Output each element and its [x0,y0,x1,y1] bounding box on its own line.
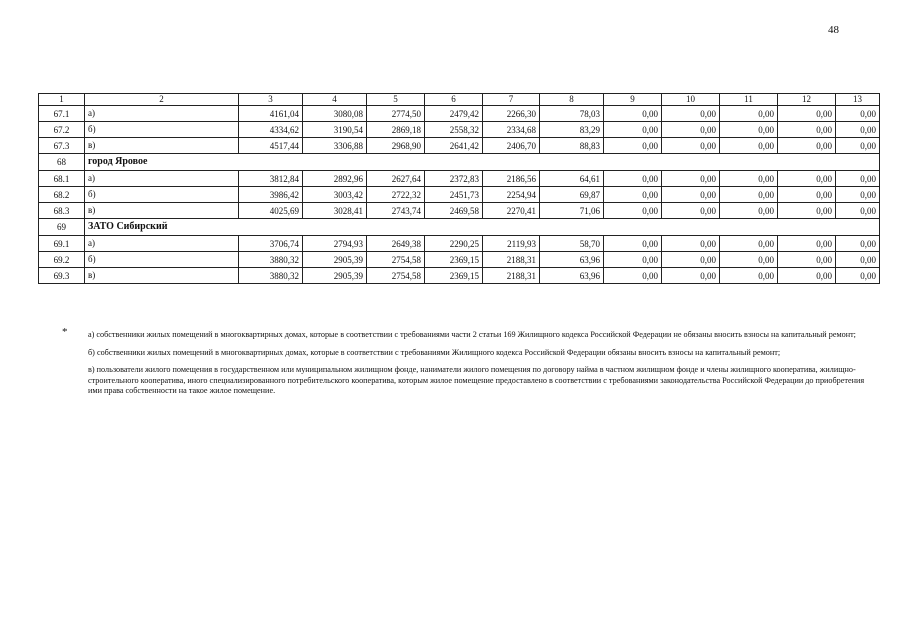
row-value: 0,00 [662,106,720,122]
section-name: ЗАТО Сибирский [85,219,880,236]
row-value: 0,00 [604,122,662,138]
row-value: 0,00 [604,203,662,219]
row-value: 3306,88 [303,138,367,154]
row-value: 2372,83 [425,171,483,187]
row-value: 0,00 [720,236,778,252]
row-value: 2892,96 [303,171,367,187]
row-value: 0,00 [778,106,836,122]
column-header: 9 [604,94,662,106]
page-number: 48 [828,24,839,36]
row-value: 2641,42 [425,138,483,154]
row-value: 0,00 [662,252,720,268]
row-value: 0,00 [778,252,836,268]
row-value: 2627,64 [367,171,425,187]
row-value: 63,96 [540,252,604,268]
column-header: 5 [367,94,425,106]
row-value: 2869,18 [367,122,425,138]
row-value: 2743,74 [367,203,425,219]
row-value: 2968,90 [367,138,425,154]
row-value: 0,00 [720,106,778,122]
column-header: 11 [720,94,778,106]
row-value: 0,00 [836,122,880,138]
row-code: 67.2 [39,122,85,138]
column-header: 3 [239,94,303,106]
row-value: 0,00 [604,236,662,252]
column-header: 12 [778,94,836,106]
row-value: 0,00 [778,171,836,187]
row-value: 0,00 [720,171,778,187]
table-header-row [39,94,880,106]
row-category: в) [85,203,239,219]
row-code: 69.2 [39,252,85,268]
row-value: 0,00 [662,171,720,187]
row-value: 2188,31 [483,268,540,284]
row-value: 2649,38 [367,236,425,252]
table-body [39,106,880,284]
row-value: 3706,74 [239,236,303,252]
row-value: 0,00 [604,171,662,187]
row-value: 0,00 [604,106,662,122]
row-value: 0,00 [778,236,836,252]
row-value: 3190,54 [303,122,367,138]
row-value: 0,00 [778,268,836,284]
row-code: 68.1 [39,171,85,187]
row-value: 2266,30 [483,106,540,122]
row-value: 2334,68 [483,122,540,138]
row-value: 2186,56 [483,171,540,187]
column-header: 7 [483,94,540,106]
row-value: 2254,94 [483,187,540,203]
row-category: в) [85,268,239,284]
row-value: 2270,41 [483,203,540,219]
section-code: 69 [39,219,85,236]
table-row [39,138,880,154]
row-value: 4517,44 [239,138,303,154]
row-value: 2188,31 [483,252,540,268]
column-header: 10 [662,94,720,106]
table-row [39,236,880,252]
row-value: 2905,39 [303,252,367,268]
row-value: 78,03 [540,106,604,122]
row-value: 0,00 [836,252,880,268]
row-value: 0,00 [836,268,880,284]
row-value: 2722,32 [367,187,425,203]
row-value: 0,00 [836,187,880,203]
row-value: 0,00 [778,122,836,138]
row-value: 0,00 [720,138,778,154]
row-value: 0,00 [778,203,836,219]
row-code: 67.1 [39,106,85,122]
row-code: 69.1 [39,236,85,252]
row-value: 0,00 [836,138,880,154]
table-row [39,122,880,138]
row-category: б) [85,122,239,138]
footnote-item-c: в) пользователи жилого помещения в государственном или муниципальном жилищном фонде, наниматели жилого помещения по договору найма в частном жилищном фонде и члены жилищного кооператива, жилищно-строительного кооператива, иного специализированного потребительского кооператива, которым жилое помещение предоставлено в соответствии с требованиями законодательства Российской Федерации до приобретения ими права собственности на такое жилое помещение. [88,365,865,395]
row-value: 2754,58 [367,268,425,284]
column-header: 4 [303,94,367,106]
row-value: 2479,42 [425,106,483,122]
row-value: 71,06 [540,203,604,219]
row-value: 4161,04 [239,106,303,122]
row-value: 0,00 [720,122,778,138]
row-value: 0,00 [662,236,720,252]
row-value: 0,00 [662,122,720,138]
row-code: 68.2 [39,187,85,203]
row-value: 0,00 [836,171,880,187]
column-header: 8 [540,94,604,106]
section-row [39,154,880,171]
row-value: 0,00 [836,106,880,122]
row-value: 2290,25 [425,236,483,252]
row-value: 4334,62 [239,122,303,138]
row-value: 0,00 [662,203,720,219]
row-value: 3080,08 [303,106,367,122]
row-category: а) [85,106,239,122]
row-value: 0,00 [778,187,836,203]
row-value: 0,00 [720,203,778,219]
row-value: 0,00 [662,187,720,203]
row-value: 63,96 [540,268,604,284]
row-value: 0,00 [604,138,662,154]
row-value: 2469,58 [425,203,483,219]
row-value: 64,61 [540,171,604,187]
table-row [39,171,880,187]
row-value: 3812,84 [239,171,303,187]
row-value: 0,00 [836,236,880,252]
column-header: 6 [425,94,483,106]
row-value: 3986,42 [239,187,303,203]
row-value: 3003,42 [303,187,367,203]
column-header: 2 [85,94,239,106]
row-value: 3880,32 [239,252,303,268]
row-category: а) [85,171,239,187]
row-value: 2369,15 [425,268,483,284]
row-value: 88,83 [540,138,604,154]
row-category: б) [85,187,239,203]
section-name: город Яровое [85,154,880,171]
section-row [39,219,880,236]
row-value: 2754,58 [367,252,425,268]
footnote-item-b: б) собственники жилых помещений в многоквартирных домах, которые в соответствии с требованиями Жилищного кодекса Российской Федерации обязаны вносить взносы на капитальный ремонт; [88,347,781,357]
row-value: 2905,39 [303,268,367,284]
row-code: 68.3 [39,203,85,219]
row-value: 0,00 [778,138,836,154]
row-value: 69,87 [540,187,604,203]
row-value: 83,29 [540,122,604,138]
table-row [39,203,880,219]
row-value: 0,00 [662,138,720,154]
row-category: а) [85,236,239,252]
row-category: в) [85,138,239,154]
row-value: 0,00 [662,268,720,284]
row-value: 2451,73 [425,187,483,203]
table-row [39,268,880,284]
row-value: 3880,32 [239,268,303,284]
table-row [39,252,880,268]
tariff-table [38,93,880,284]
section-code: 68 [39,154,85,171]
row-value: 2406,70 [483,138,540,154]
footnote [62,326,877,404]
row-value: 2558,32 [425,122,483,138]
row-value: 0,00 [720,252,778,268]
table-row [39,187,880,203]
column-header: 13 [836,94,880,106]
footnote-marker: * [62,326,68,338]
row-value: 0,00 [836,203,880,219]
row-value: 2369,15 [425,252,483,268]
row-code: 67.3 [39,138,85,154]
table-row [39,106,880,122]
row-value: 0,00 [720,187,778,203]
row-value: 0,00 [720,268,778,284]
column-header: 1 [39,94,85,106]
row-category: б) [85,252,239,268]
row-code: 69.3 [39,268,85,284]
row-value: 58,70 [540,236,604,252]
row-value: 0,00 [604,268,662,284]
row-value: 2774,50 [367,106,425,122]
row-value: 2119,93 [483,236,540,252]
row-value: 2794,93 [303,236,367,252]
row-value: 3028,41 [303,203,367,219]
row-value: 0,00 [604,187,662,203]
row-value: 4025,69 [239,203,303,219]
footnote-item-a: а) собственники жилых помещений в многоквартирных домах, которые в соответствии с требованиями части 2 статьи 169 Жилищного кодекса Российской Федерации не обязаны вносить взносы на капитальный ремонт; [88,330,856,339]
row-value: 0,00 [604,252,662,268]
